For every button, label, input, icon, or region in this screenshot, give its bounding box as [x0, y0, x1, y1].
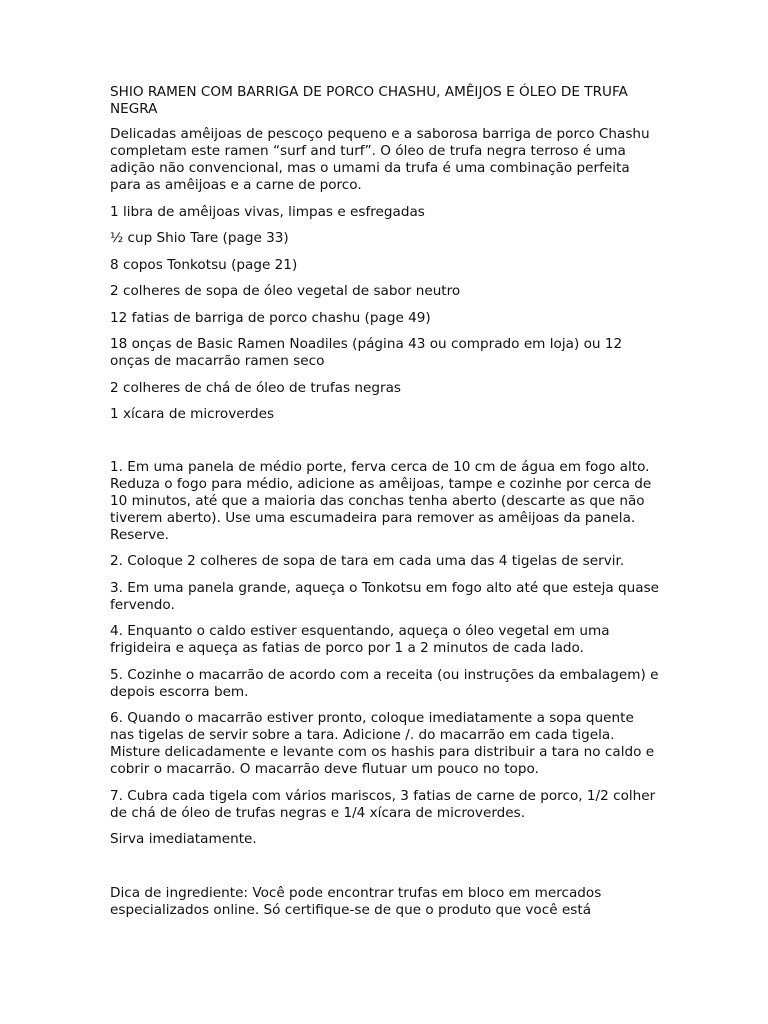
blank-space	[110, 858, 662, 885]
ingredient-item: ½ cup Shio Tare (page 33)	[110, 230, 289, 246]
closing-line: Sirva imediatamente.	[110, 831, 257, 847]
ingredient-item: 2 colheres de sopa de óleo vegetal de sabor neutro	[110, 283, 461, 299]
document-page	[110, 84, 662, 928]
step-item: 2. Coloque 2 colheres de sopa de tara em cada uma das 4 tigelas de servir.	[110, 553, 625, 569]
step-item: 3. Em uma panela grande, aqueça o Tonkotsu em fogo alto até que esteja quase fervendo.	[110, 579, 660, 613]
recipe-intro: Delicadas amêijoas de pescoço pequeno e a saborosa barriga de porco Chashu completam este ramen “surf and turf”. O óleo de trufa negra terroso é uma adição não convencional, mas o umami da trufa é uma combinação perfeita para as amêijoas e a carne de porco.	[110, 126, 650, 193]
ingredient-item: 12 fatias de barriga de porco chashu (page 49)	[110, 309, 431, 326]
ingredient-item: 2 colheres de chá de óleo de trufas negras	[110, 379, 402, 396]
step-item: 1. Em uma panela de médio porte, ferva cerca de 10 cm de água em fogo alto. Reduza o fogo para médio, adicione as amêijoas, tampe e cozinhe por cerca de 10 minutos, até que a maioria das conchas tenha aberto (descarte as que não tiverem aberto). Use uma escumadeira para remover as amêijoas da panela. Reserve.	[110, 458, 652, 543]
ingredient-item: 8 copos Tonkotsu (page 21)	[110, 256, 298, 273]
ingredient-tip: Dica de ingrediente: Você pode encontrar trufas em bloco em mercados especializados online. Só certifique-se de que o produto que você está	[110, 884, 602, 918]
step-item: 6. Quando o macarrão estiver pronto, coloque imediatamente a sopa quente nas tigelas de servir sobre a tara. Adicione /. do macarrão em cada tigela. Misture delicadamente e levante com os hashis para distribuir a tara no caldo e cobrir o macarrão. O macarrão deve flutuar um pouco no topo.	[110, 710, 655, 777]
ingredient-item: 18 onças de Basic Ramen Noadiles (página 43 ou comprado em loja) ou 12 onças de macarrão ramen seco	[110, 336, 623, 369]
step-item: 4. Enquanto o caldo estiver esquentando, aqueça o óleo vegetal em uma frigideira e aqueça as fatias de porco por 1 a 2 minutos de cada lado.	[110, 623, 610, 656]
ingredient-item: 1 xícara de microverdes	[110, 406, 275, 422]
recipe-title: SHIO RAMEN COM BARRIGA DE PORCO CHASHU, AMÊIJOS E ÓLEO DE TRUFA NEGRA	[110, 84, 628, 117]
ingredient-item: 1 libra de amêijoas vivas, limpas e esfregadas	[110, 203, 425, 220]
blank-space	[110, 433, 662, 459]
step-item: 5. Cozinhe o macarrão de acordo com a receita (ou instruções da embalagem) e depois escorra bem.	[110, 666, 659, 700]
step-item: 7. Cubra cada tigela com vários mariscos, 3 fatias de carne de porco, 1/2 colher de chá de óleo de trufas negras e 1/4 xícara de microverdes.	[110, 787, 656, 821]
